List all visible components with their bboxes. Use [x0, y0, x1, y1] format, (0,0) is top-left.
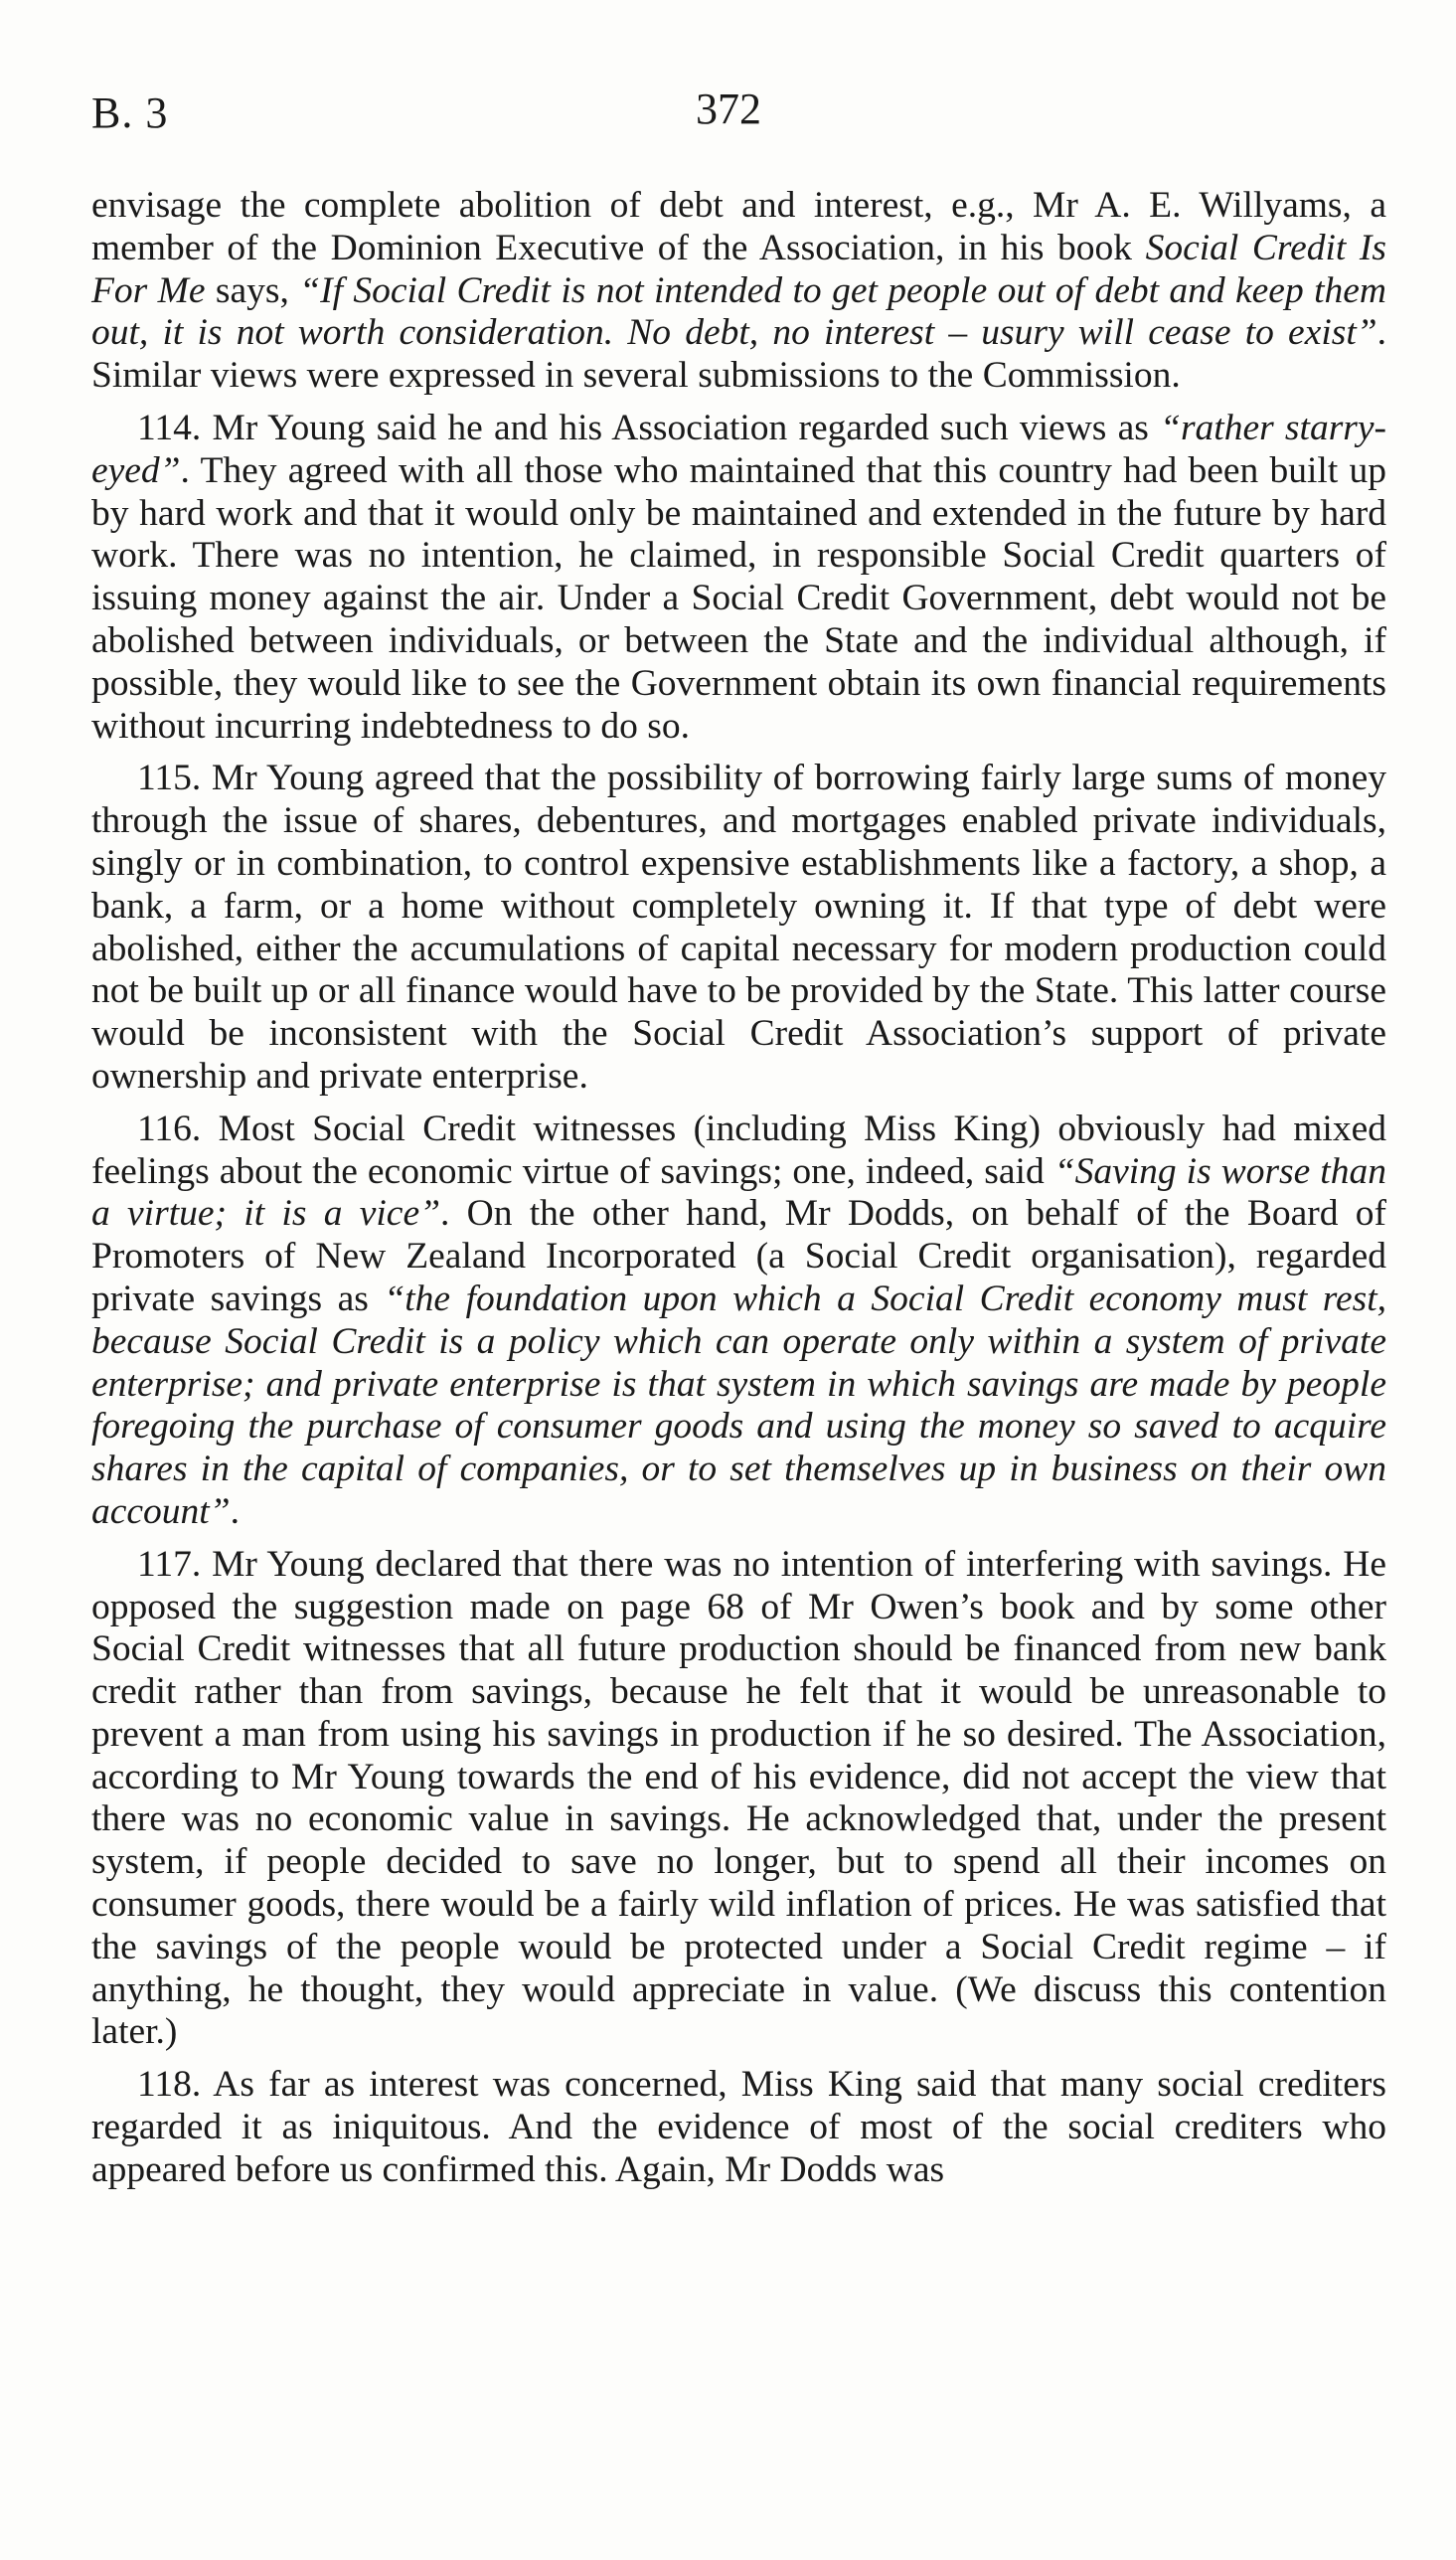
page-number: 372: [696, 85, 761, 133]
text-run: says,: [205, 269, 300, 311]
quotation: “If Social Credit is not intended to get people out of debt and keep them out, it is not worth consideration. No debt, no interest – usury will cease to exist”: [91, 269, 1386, 354]
text-run: 114. Mr Young said he and his Association regarded such views as: [137, 407, 1161, 448]
text-run: . Similar views were expressed in several submissions to the Commission.: [91, 312, 1386, 397]
text-run: 115. Mr Young agreed that the possibility of borrowing fairly large sums of money through the issue of shares, debentures, and mortgages enabled private individuals, singly or in combination, to control expensive establishments like a factory, a shop, a bank, a farm, or a home without completely owning it. If that type of debt were abolished, either the accumulations of capital necessary for modern production could not be built up or all finance would have to be provided by the State. This latter course would be inconsistent with the Social Credit Association’s support of private ownership and private enterprise.: [91, 758, 1386, 1097]
paragraph-115: [91, 758, 1386, 1098]
body-text: [91, 185, 1386, 2202]
quotation: “rather starry-eyed”: [91, 407, 1387, 491]
book-title: Social Credit Is For Me: [91, 227, 1386, 311]
text-run: .: [230, 1490, 240, 1532]
paragraph-continuation: [91, 185, 1386, 398]
text-run: envisage the complete abolition of debt and interest, e.g., Mr A. E. Willyams, a member of the Dominion Executive of the Association, in his book: [91, 185, 1386, 268]
paragraph-118: [91, 2064, 1386, 2191]
paragraph-117: [91, 1544, 1386, 2055]
document-reference: B. 3: [91, 88, 169, 137]
quotation: “the foundation upon which a Social Credit economy must rest, because Social Credit is a policy which can operate only within a system of private enterprise; and private enterprise is that system in which savings are made by people foregoing the purchase of consumer goods and using the money so saved to acquire shares in the capital of companies, or to set themselves up in business on their own account”: [91, 1278, 1386, 1532]
text-run: 116. Most Social Credit witnesses (including Miss King) obviously had mixed feelings about the economic virtue of savings; one, indeed, said: [91, 1108, 1386, 1192]
paragraph-116: [91, 1109, 1386, 1534]
text-run: . They agreed with all those who maintained that this country had been built up by hard work and that it would only be maintained and extended in the future by hard work. There was no intention, he claimed, in responsible Social Credit quarters of issuing money against the air. Under a Social Credit Government, debt would not be abolished between individuals, or between the State and the individual although, if possible, they would like to see the Government obtain its own financial requirements without incurring indebtedness to do so.: [91, 449, 1386, 747]
text-run: 117. Mr Young declared that there was no intention of interfering with savings. He opposed the suggestion made on page 68 of Mr Owen’s book and by some other Social Credit witnesses that all future production should be financed from new bank credit rather than from savings, because he felt that it would be unreasonable to prevent a man from using his savings in production if he so desired. The Association, according to Mr Young towards the end of his evidence, did not accept the view that there was no economic value in savings. He acknowledged that, under the present system, if people decided to save no longer, but to spend all their incomes on consumer goods, there would be a fairly wild inflation of prices. He was satisfied that the savings of the people would be protected under a Social Credit regime – if anything, he thought, they would appreciate in value. (We discuss this contention later.): [91, 1543, 1386, 2053]
paragraph-114: [91, 408, 1386, 748]
text-run: 118. As far as interest was concerned, Miss King said that many social crediters regarded it as iniquitous. And the evidence of most of the social crediters who appeared before us confirmed this. Again, Mr Dodds was: [91, 2064, 1386, 2190]
text-run: . On the other hand, Mr Dodds, on behalf of the Board of Promoters of New Zealand Incorporated (a Social Credit organisation), regarded private savings as: [91, 1193, 1386, 1319]
quotation: “Saving is worse than a virtue; it is a vice”: [91, 1150, 1386, 1235]
